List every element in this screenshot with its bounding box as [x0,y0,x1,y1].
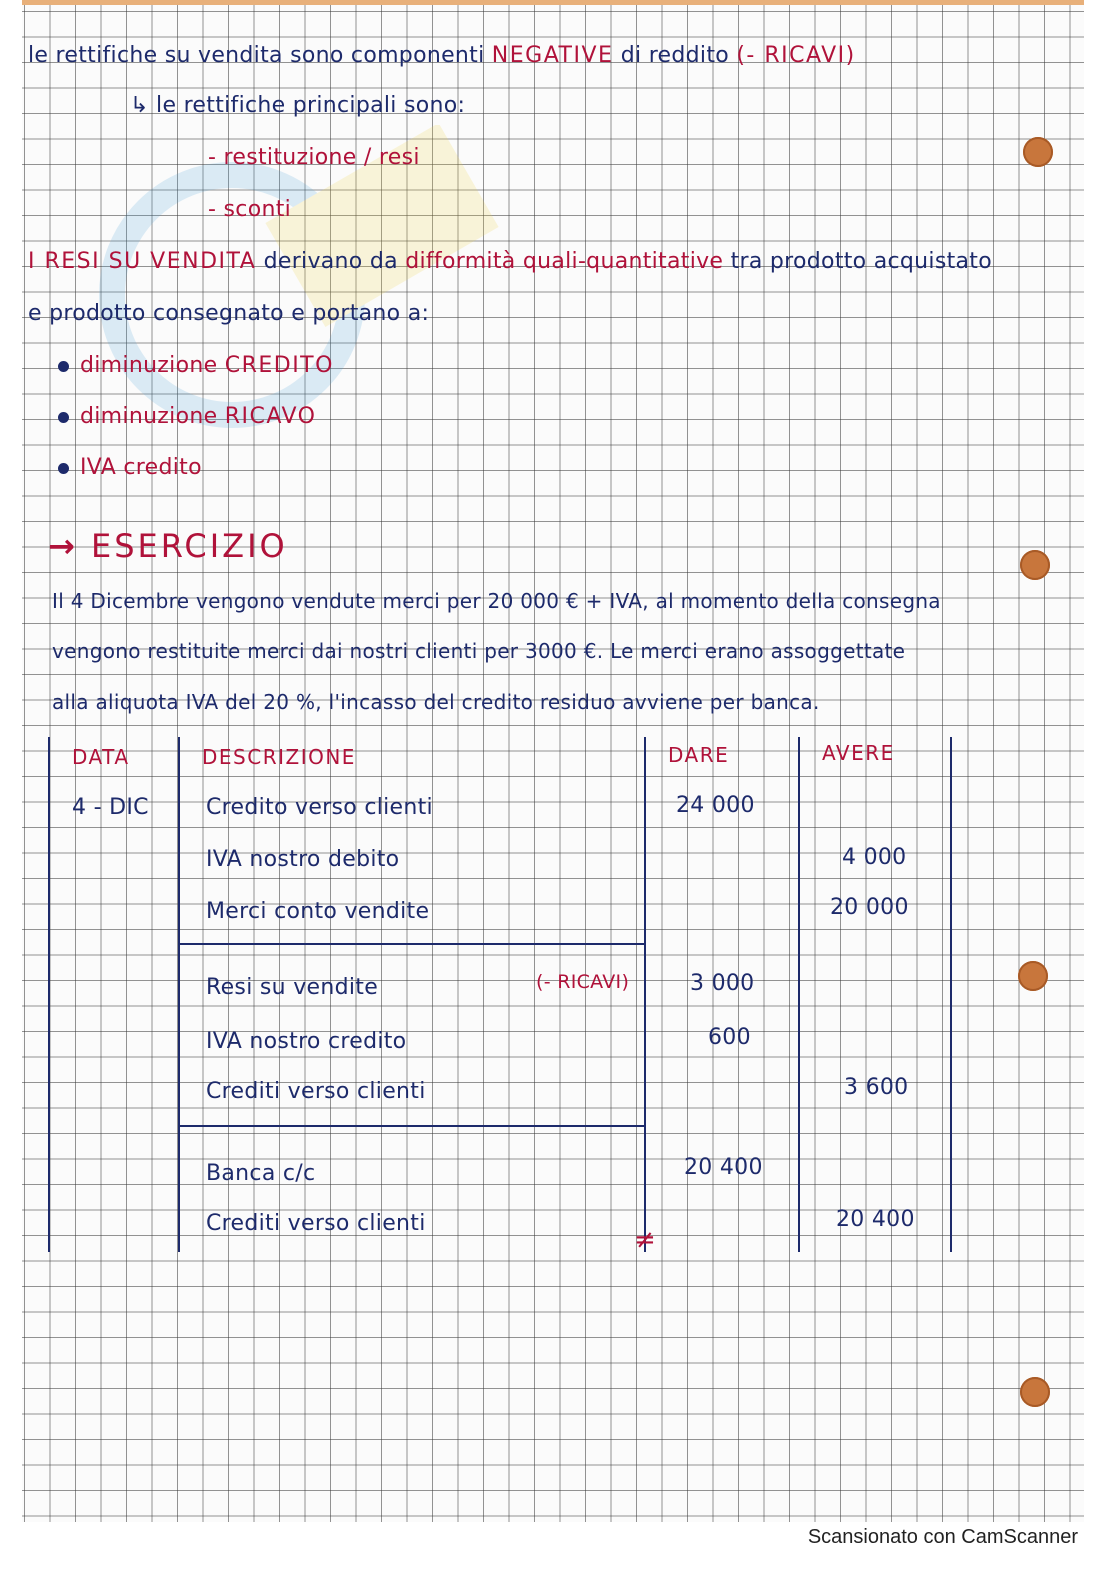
sub-text: le rettifiche principali sono: [156,93,466,118]
exercise-text-line-1: Il 4 Dicembre vengono vendute merci per 20 000 € + IVA, al momento della consegna [52,589,941,613]
intro-line [28,43,856,68]
row-desc: Crediti verso clienti [206,1079,426,1104]
intro-ricavi: (- RICAVI) [736,43,856,68]
row-desc: Resi su vendite [206,975,379,1000]
end-mark: ≠ [634,1225,657,1255]
bullet-dot [58,463,69,474]
row-avere: 20 400 [836,1207,915,1232]
row-dare: 24 000 [676,793,755,818]
resi-text-2: tra prodotto acquistato [730,249,992,274]
table-rule [644,737,646,1252]
exercise-text-line-3: alla aliquota IVA del 20 %, l'incasso del credito residuo avviene per banca. [52,690,820,714]
bullet-3-a: IVA [80,455,117,480]
row-note: (- RICAVI) [536,971,630,993]
intro-reddito: di reddito [620,43,730,68]
row-desc: IVA nostro credito [206,1029,407,1054]
table-rule [798,737,800,1252]
bullet-1-b: CREDITO [224,353,334,378]
arrow-right-icon: → [48,527,78,565]
entry-date: 4 - DIC [72,795,149,820]
bullet-item-3 [80,455,202,480]
bullet-2-b: RICAVO [224,404,317,429]
binder-hole [1018,961,1048,991]
table-rule [48,737,50,1252]
exercise-title [48,527,288,565]
intro-negative: NEGATIVE [491,43,614,68]
header-descrizione: DESCRIZIONE [202,745,356,769]
exercise-title-text: ESERCIZIO [90,527,288,565]
table-divider [178,943,646,945]
table-rule [178,737,180,1252]
bullet-2-a: diminuzione [80,404,218,429]
resi-difformita: difformità quali-quantitative [405,249,724,274]
row-dare: 600 [708,1025,751,1050]
sub-line [130,93,465,118]
intro-text: le rettifiche su vendita sono componenti [28,43,485,68]
row-avere: 4 000 [842,845,907,870]
exercise-text-line-2: vengono restituite merci dai nostri clienti per 3000 €. Le merci erano assoggettate [52,639,906,663]
bullet-dot [58,412,69,423]
binder-hole [1023,137,1053,167]
bullet-3-b: credito [123,455,202,480]
notebook-page [22,0,1084,1522]
binder-hole [1020,550,1050,580]
bullet-item-2 [80,404,316,429]
row-desc: Crediti verso clienti [206,1211,426,1236]
table-divider [178,1125,646,1127]
sub-arrow-icon: ↳ [130,93,149,118]
row-dare: 20 400 [684,1155,763,1180]
header-avere: AVERE [822,741,895,765]
bullet-item-1 [80,353,334,378]
row-dare: 3 000 [690,971,755,996]
resi-line-2: e prodotto consegnato e portano a: [28,301,430,326]
list-item-sconti: - sconti [208,197,292,222]
table-rule [950,737,952,1252]
row-desc: Credito verso clienti [206,795,433,820]
row-avere: 3 600 [844,1075,909,1100]
row-desc: IVA nostro debito [206,847,400,872]
bullet-dot [58,361,69,372]
row-desc: Banca c/c [206,1161,316,1186]
bullet-1-a: diminuzione [80,353,218,378]
binder-hole [1020,1377,1050,1407]
scanner-footer: Scansionato con CamScanner [807,1526,1078,1548]
resi-title: I RESI SU VENDITA [28,249,257,274]
header-dare: DARE [668,743,730,767]
watermark-logo [82,125,502,445]
row-avere: 20 000 [830,895,909,920]
list-item-resi: - restituzione / resi [208,145,420,170]
resi-line-1 [28,249,992,274]
row-desc: Merci conto vendite [206,899,430,924]
header-data: DATA [72,745,130,769]
resi-text-1: derivano da [263,249,398,274]
